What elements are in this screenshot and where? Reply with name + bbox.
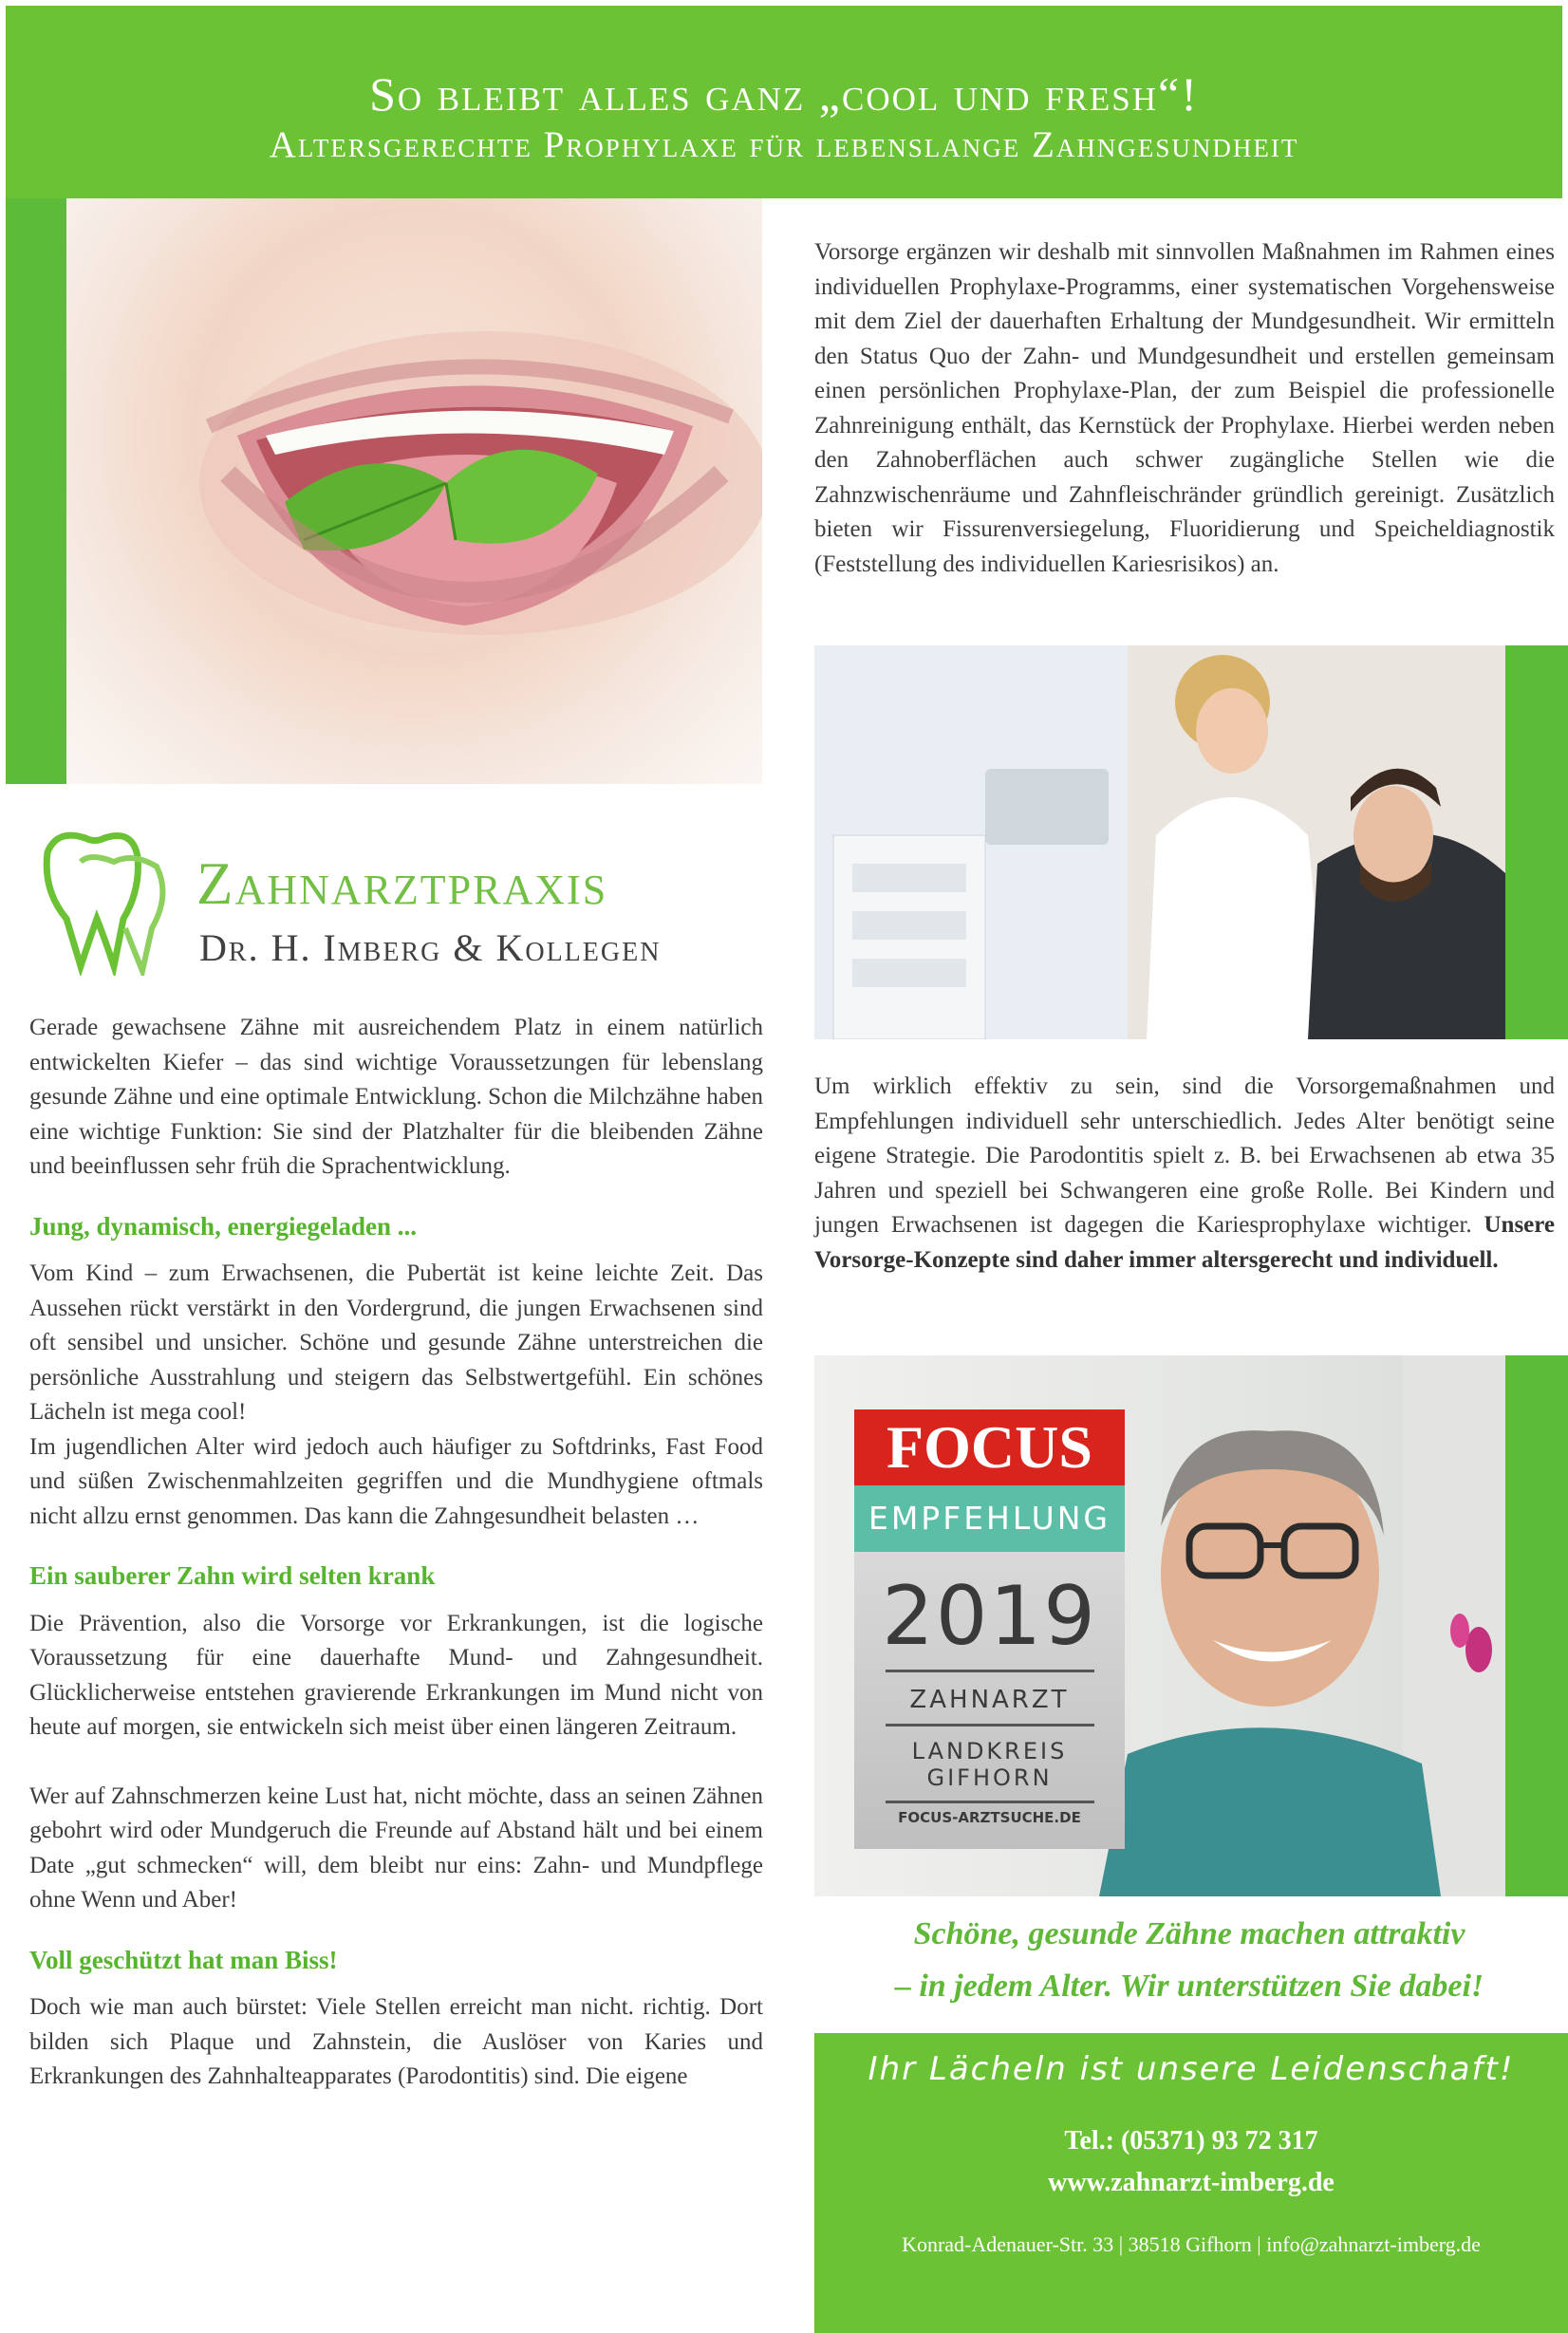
slogan-line-2: – in jedem Alter. Wir unterstützen Sie dabei! — [894, 1969, 1484, 2004]
badge-region-1: LANDKREIS — [911, 1738, 1068, 1764]
practice-doctors: Dr. H. Imberg & Kollegen — [199, 926, 662, 969]
slogan-line-1: Schöne, gesunde Zähne machen attraktiv — [913, 1916, 1465, 1951]
mouth-mint-photo — [66, 198, 762, 784]
right-accent-bar-bottom — [1505, 1355, 1568, 1896]
intro-paragraph: Vorsorge ergänzen wir deshalb mit sinnvollen Maßnahmen im Rahmen eines individuellen Prophylaxe-Programms, einer systematischen Vorgehensweise mit dem Ziel der dauerhaften Erhaltung der Mundgesundheit. Wir ermitteln den Status Quo der Zahn- und Mundgesundheit und erstellen gemeinsam einen persönlichen Prophylaxe-Plan, der zum Beispiel die professionelle Zahnreinigung enthält, das Kernstück der Prophylaxe. Hierbei werden neben den Zahnoberflächen auch schwer zugängliche Stellen wie die Zahnzwischenräume und Zahnfleischränder gründlich gereinigt. Zusätzlich bieten wir Fissurenversiegelung, Fluoridierung und Speicheldiagnostik (Feststellung des individuellen Kariesrisikos) an. — [814, 239, 1555, 577]
effective-text: Um wirklich effektiv zu sein, sind die Vorsorgemaßnahmen und Empfehlungen individuell sehr unterschiedlich. Jedes Alter benötigt seine eigene Strategie. Die Parodontitis spielt z. B. bei Erwachsenen ab etwa 35 Jahren und speziell bei Schwangeren eine große Rolle. Bei Kindern und jungen Erwachsenen ist dagegen die Kariesprophylaxe wichtiger. — [814, 1073, 1555, 1238]
badge-region-2: GIFHORN — [926, 1764, 1053, 1791]
focus-award-badge — [854, 1409, 1125, 1849]
subheading-jung: Jung, dynamisch, energiegeladen ... — [29, 1211, 418, 1241]
address-line: Konrad-Adenauer-Str. 33 | 38518 Gifhorn | info@zahnarzt-imberg.de — [902, 2232, 1481, 2256]
contact-tagline: Ihr Lächeln ist unsere Leidenschaft! — [868, 2050, 1515, 2088]
page-subtitle: Altersgerechte Prophylaxe für lebenslange Zahngesundheit — [269, 124, 1299, 165]
tooth-logo-icon — [38, 824, 180, 976]
left-article — [29, 1011, 763, 2095]
paragraph-zahnschmerzen: Wer auf Zahnschmerzen keine Lust hat, nicht möchte, dass an seinen Zähnen gebohrt wird oder Mundgeruch die Freunde auf Abstand hält und bei einem Date „gut schmecken“ will, dem bleibt nur eins: Zahn- und Mundpflege ohne Wenn und Aber! — [29, 1782, 763, 1913]
right-accent-bar-top — [1505, 645, 1568, 1039]
clinic-consultation-photo — [814, 645, 1505, 1039]
badge-site: FOCUS-ARZTSUCHE.DE — [898, 1809, 1081, 1826]
paragraph-plaque: Doch wie man auch bürstet: Viele Stellen erreicht man nicht. richtig. Dort bilden sich Plaque und Zahnstein, die Auslöser von Karies und Erkrankungen des Zahnhalteapparates (Parodontitis) sind. Die eigene — [29, 1994, 763, 2089]
paragraph-jugend: Im jugendlichen Alter wird jedoch auch häufiger zu Softdrinks, Fast Food und süßen Zwischenmahlzeiten gegriffen und die Mundhygiene oftmals nicht allzu ernst genommen. Das kann die Zahngesundheit belasten … — [29, 1433, 763, 1529]
badge-body — [854, 1552, 1125, 1849]
slogan — [814, 1908, 1564, 2012]
page-title: So bleibt alles ganz „cool und fresh“! — [369, 67, 1199, 121]
effective-paragraph — [814, 1070, 1555, 1278]
badge-category: ZAHNARZT — [909, 1686, 1070, 1714]
website-link[interactable]: www.zahnarzt-imberg.de — [1048, 2168, 1335, 2197]
paragraph-pubertaet: Vom Kind – zum Erwachsenen, die Pubertät ist keine leichte Zeit. Das Aussehen rückt verstärkt in den Vordergrund, die jungen Erwachsenen sind oft sensibel und unsicher. Schöne und gesunde Zähne unterstreichen die persönliche Ausstrahlung und steigern das Selbstwertgefühl. Ein schönes Lächeln ist mega cool! — [29, 1260, 763, 1425]
paragraph-praevention: Die Prävention, also die Vorsorge vor Erkrankungen, ist die logische Voraussetzung für eine dauerhafte Mund- und Zahngesundheit. Glücklicherweise entstehen gravierende Erkrankungen im Mund nicht von heute auf morgen, sie entwickeln sich meist über einen längeren Zeitraum. — [29, 1610, 763, 1740]
effective-bold-text: Unsere Vorsorge-Konzepte sind daher immer altersgerecht und individuell. — [814, 1212, 1556, 1273]
practice-name: Zahnarztpraxis — [196, 850, 608, 917]
left-accent-bar — [6, 198, 66, 784]
badge-year: 2019 — [882, 1569, 1097, 1664]
phone-number[interactable]: Tel.: (05371) 93 72 317 — [1064, 2126, 1318, 2156]
paragraph-intro: Gerade gewachsene Zähne mit ausreichendem Platz in einem natürlich entwickelten Kiefer – das sind wichtige Voraussetzungen für lebenslang gesunde Zähne und eine optimale Entwicklung. Schon die Milchzähne haben eine wichtige Funktion: Sie sind der Platzhalter für die bleibenden Zähne und beeinflussen sehr früh die Sprachentwicklung. — [29, 1015, 763, 1179]
focus-brand: FOCUS — [854, 1409, 1125, 1485]
badge-label: EMPFEHLUNG — [854, 1485, 1125, 1552]
subheading-biss: Voll geschützt hat man Biss! — [29, 1945, 338, 1974]
subheading-sauber: Ein sauberer Zahn wird selten krank — [29, 1561, 436, 1590]
